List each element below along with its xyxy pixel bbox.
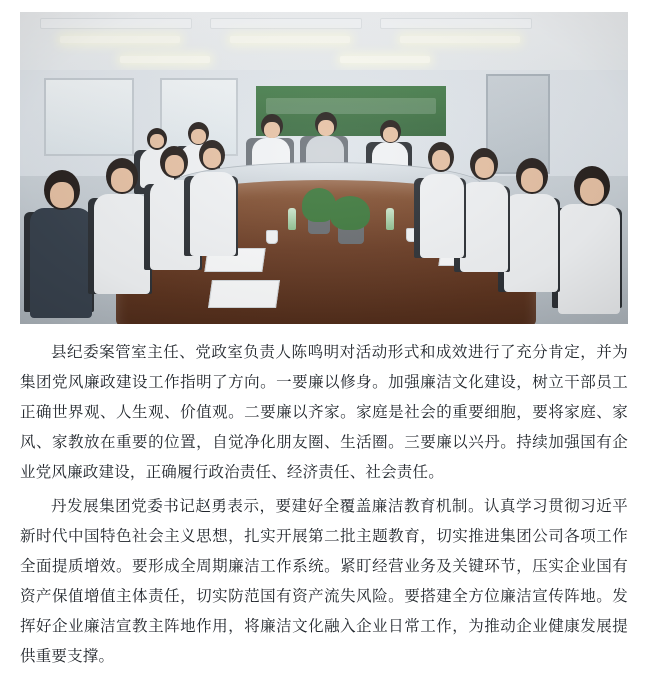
wall-banner (256, 86, 446, 136)
conference-room-meeting-photo (20, 12, 628, 324)
window-left (44, 78, 134, 156)
article-body (20, 338, 628, 672)
cup-1 (266, 230, 278, 244)
photo-scene (20, 12, 628, 324)
water-bottle-1 (288, 208, 296, 230)
ceiling (20, 12, 628, 77)
paragraph-1: 县纪委案管室主任、党政室负责人陈鸣明对活动形式和成效进行了充分肯定，并为集团党风廉政建设工作指明了方向。一要廉以修身。加强廉洁文化建设，树立干部员工正确世界观、人生观、价值观。二要廉以齐家。家庭是社会的重要细胞，要将家庭、家风、家教放在重要的位置，自觉净化朋友圈、生活圈。三要廉以兴丹。持续加强国有企业党风廉政建设，正确履行政治责任、经济责任、社会责任。 (20, 344, 628, 481)
paragraph-2: 丹发展集团党委书记赵勇表示，要建好全覆盖廉洁教育机制。认真学习贯彻习近平新时代中国特色社会主义思想，扎实开展第二批主题教育，切实推进集团公司各项工作全面提质增效。要形成全周期廉洁工作系统。紧盯经营业务及关键环节，压实企业国有资产保值增值主体责任，切实防范国有资产流失风险。要搭建全方位廉洁宣传阵地。发挥好企业廉洁宣教主阵地作用，将廉洁文化融入企业日常工作，为推动企业健康发展提供重要支撑。 (20, 498, 628, 665)
notebook-left (208, 280, 280, 308)
document-page (0, 12, 648, 678)
plant-2 (330, 196, 370, 230)
water-bottle-2 (386, 208, 394, 230)
